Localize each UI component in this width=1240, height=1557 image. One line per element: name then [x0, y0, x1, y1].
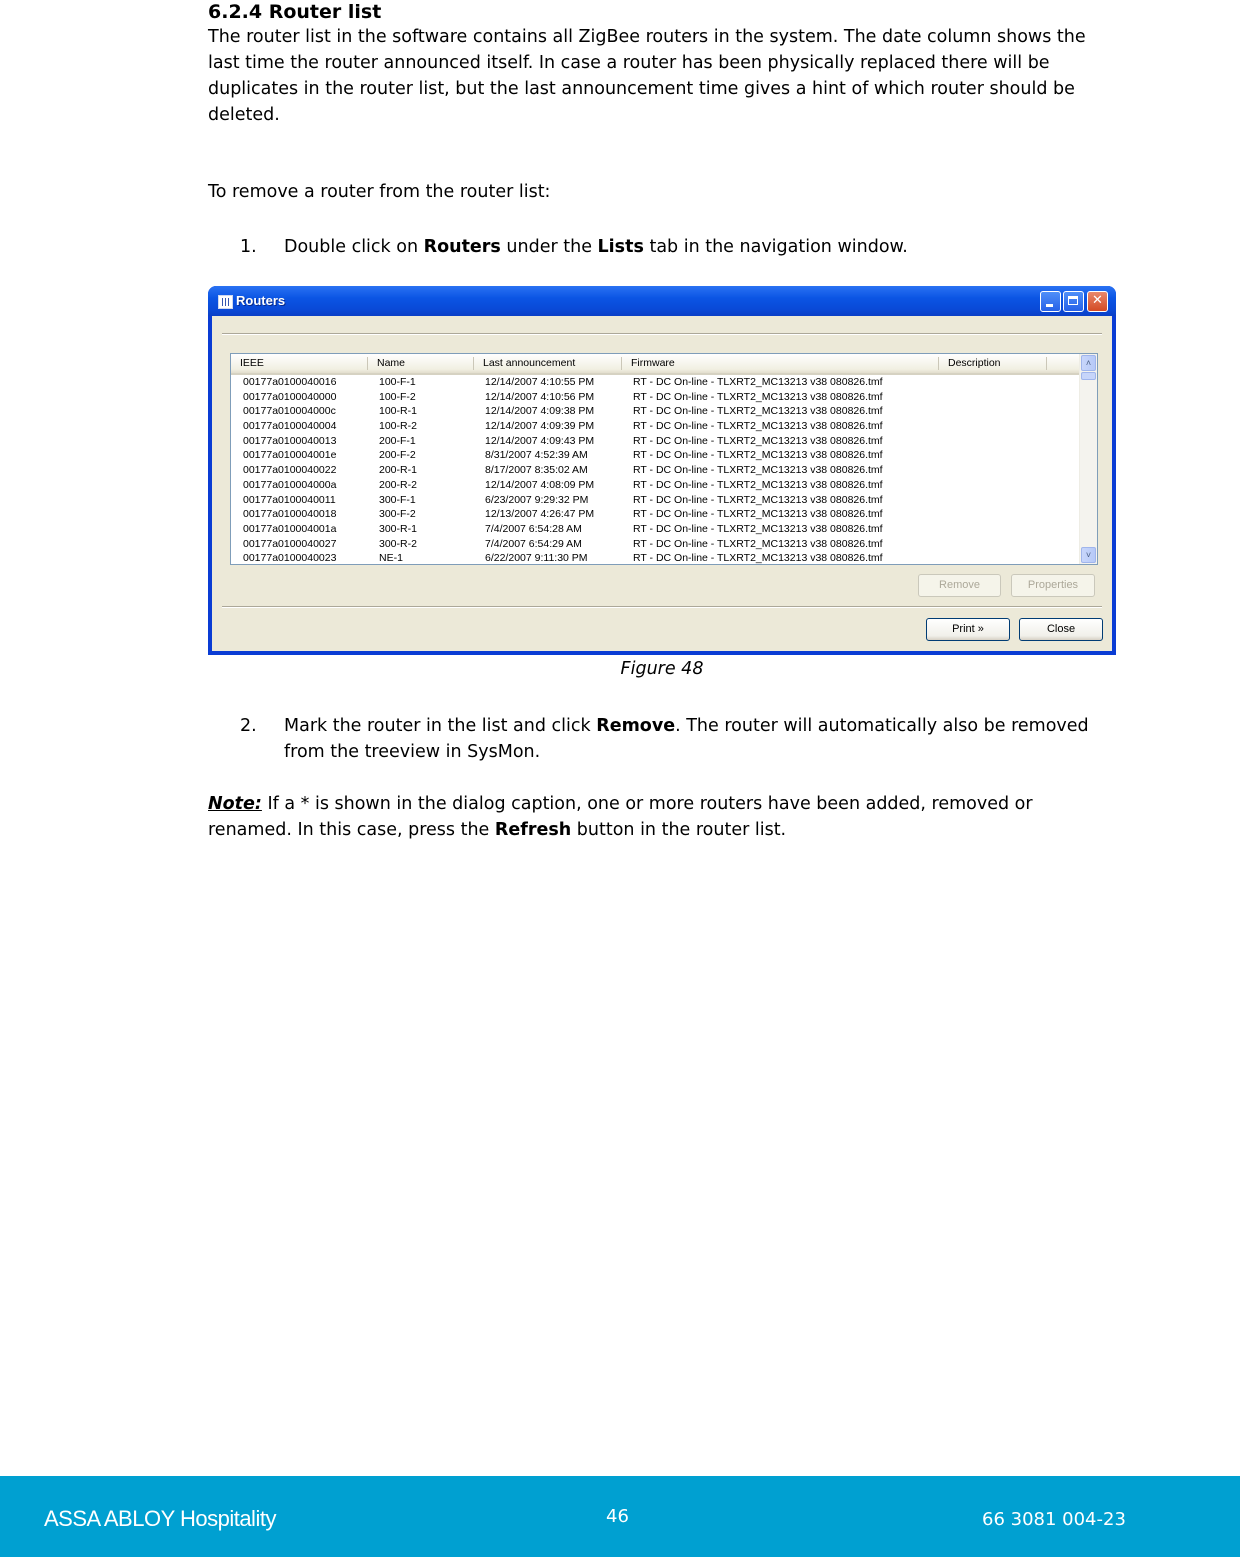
table-cell: RT - DC On-line - TLXRT2_MC13213 v38 080826.tmf: [633, 376, 883, 388]
table-cell: 7/4/2007 6:54:28 AM: [485, 522, 582, 535]
separator: [222, 333, 1102, 335]
table-row[interactable]: [231, 390, 1079, 405]
intro-paragraph: The router list in the software contains all ZigBee routers in the system. The date column shows the last time the router announced itself. In case a router has been physically replaced there will be duplicates in the router list, but the last announcement time gives a hint of which router should be deleted.: [208, 27, 1086, 125]
table-cell: RT - DC On-line - TLXRT2_MC13213 v38 080826.tmf: [633, 478, 883, 491]
table-cell: RT - DC On-line - TLXRT2_MC13213 v38 080826.tmf: [633, 537, 883, 550]
table-row[interactable]: [231, 478, 1079, 493]
step-text: Double click on Routers under the Lists tab in the navigation window.: [284, 237, 908, 257]
close-button[interactable]: Close: [1019, 618, 1103, 641]
column-header-name[interactable]: Name: [368, 354, 474, 373]
table-cell: 12/14/2007 4:09:38 PM: [485, 405, 595, 418]
table-cell: 12/14/2007 4:09:39 PM: [485, 420, 595, 433]
figure-caption: Figure 48: [620, 659, 704, 679]
table-cell: RT - DC On-line - TLXRT2_MC13213 v38 080826.tmf: [633, 464, 883, 477]
column-header-last-announcement[interactable]: Last announcement: [474, 354, 622, 373]
routers-window-screenshot: [208, 286, 1116, 655]
maximize-button[interactable]: [1063, 291, 1084, 312]
table-row[interactable]: [231, 551, 1079, 565]
table-cell: 00177a010004000c: [243, 405, 336, 418]
table-row[interactable]: [231, 463, 1079, 478]
table-cell: 8/17/2007 8:35:02 AM: [485, 464, 588, 477]
note-label: Note:: [208, 794, 262, 814]
table-cell: 300-F-2: [379, 508, 416, 521]
table-cell: RT - DC On-line - TLXRT2_MC13213 v38 080826.tmf: [633, 508, 883, 521]
table-row[interactable]: [231, 375, 1079, 390]
table-cell: RT - DC On-line - TLXRT2_MC13213 v38 080826.tmf: [633, 493, 883, 506]
table-cell: 00177a0100040011: [243, 493, 336, 506]
table-row[interactable]: [231, 434, 1079, 449]
table-row[interactable]: [231, 448, 1079, 463]
column-header-description[interactable]: Description: [939, 354, 1047, 373]
page-footer: [0, 1476, 1240, 1557]
table-row[interactable]: [231, 404, 1079, 419]
table-cell: 300-R-2: [379, 537, 417, 550]
step-number: 2.: [240, 716, 257, 736]
column-header-firmware[interactable]: Firmware: [622, 354, 939, 373]
table-cell: 300-R-1: [379, 522, 417, 535]
table-cell: 00177a0100040016: [243, 376, 337, 388]
table-cell: 00177a0100040023: [243, 552, 337, 565]
table-cell: 12/13/2007 4:26:47 PM: [485, 508, 595, 521]
table-cell: 00177a0100040018: [243, 508, 337, 521]
table-cell: 12/14/2007 4:09:43 PM: [485, 434, 595, 447]
table-cell: 300-F-1: [379, 493, 416, 506]
table-cell: RT - DC On-line - TLXRT2_MC13213 v38 080826.tmf: [633, 390, 883, 403]
procedure-intro: To remove a router from the router list:: [208, 182, 551, 202]
window-client-area: [212, 316, 1112, 651]
table-cell: RT - DC On-line - TLXRT2_MC13213 v38 080826.tmf: [633, 552, 883, 565]
table-cell: 00177a0100040022: [243, 464, 337, 477]
window-titlebar[interactable]: [208, 286, 1116, 316]
scroll-up-icon[interactable]: ˄: [1081, 355, 1096, 371]
table-cell: 12/14/2007 4:10:56 PM: [485, 390, 595, 403]
properties-button[interactable]: Properties: [1011, 574, 1095, 597]
window-title: Routers: [236, 293, 286, 308]
table-cell: 7/4/2007 6:54:29 AM: [485, 537, 582, 550]
step-text: Mark the router in the list and click Remove. The router will automatically also be removed from the treeview in SysMon.: [284, 716, 1089, 762]
table-cell: 100-R-1: [379, 405, 417, 418]
table-cell: 12/14/2007 4:10:55 PM: [485, 376, 595, 388]
separator: [222, 606, 1102, 608]
table-cell: 100-F-1: [379, 376, 416, 388]
minimize-button[interactable]: [1040, 291, 1061, 312]
scroll-thumb[interactable]: [1081, 372, 1096, 380]
table-cell: 00177a0100040004: [243, 420, 337, 433]
table-cell: 200-R-1: [379, 464, 417, 477]
table-cell: 200-R-2: [379, 478, 417, 491]
table-cell: 100-F-2: [379, 390, 416, 403]
table-cell: RT - DC On-line - TLXRT2_MC13213 v38 080826.tmf: [633, 420, 883, 433]
remove-button[interactable]: Remove: [918, 574, 1001, 597]
list-body: [231, 375, 1079, 565]
table-cell: RT - DC On-line - TLXRT2_MC13213 v38 080826.tmf: [633, 522, 883, 535]
section-heading: 6.2.4 Router list: [208, 1, 382, 23]
table-cell: 00177a010004001a: [243, 522, 337, 535]
table-cell: 00177a0100040027: [243, 537, 337, 550]
table-cell: RT - DC On-line - TLXRT2_MC13213 v38 080826.tmf: [633, 434, 883, 447]
table-cell: 00177a010004001e: [243, 449, 337, 462]
table-cell: 00177a0100040000: [243, 390, 337, 403]
footer-brand: ASSA ABLOY Hospitality: [44, 1506, 276, 1531]
step-number: 1.: [240, 237, 257, 257]
table-row[interactable]: [231, 507, 1079, 522]
table-cell: 100-R-2: [379, 420, 417, 433]
note-paragraph: Note: If a * is shown in the dialog caption, one or more routers have been added, removed or renamed. In this case, press the Refresh button in the router list.: [208, 794, 1033, 840]
scroll-down-icon[interactable]: ˅: [1081, 547, 1096, 563]
vertical-scrollbar[interactable]: [1079, 354, 1097, 564]
close-window-button[interactable]: [1087, 291, 1108, 312]
document-number: 66 3081 004-23: [982, 1509, 1126, 1530]
table-cell: RT - DC On-line - TLXRT2_MC13213 v38 080826.tmf: [633, 449, 883, 462]
table-row[interactable]: [231, 522, 1079, 537]
table-row[interactable]: [231, 537, 1079, 552]
print-button[interactable]: Print »: [926, 618, 1010, 641]
table-row[interactable]: [231, 419, 1079, 434]
table-cell: 12/14/2007 4:08:09 PM: [485, 478, 595, 491]
column-header-ieee[interactable]: IEEE: [231, 354, 368, 373]
list-header: [231, 354, 1079, 375]
table-cell: 00177a0100040013: [243, 434, 337, 447]
router-list[interactable]: [230, 353, 1098, 565]
table-cell: RT - DC On-line - TLXRT2_MC13213 v38 080826.tmf: [633, 405, 883, 418]
table-cell: 200-F-2: [379, 449, 416, 462]
table-cell: 6/22/2007 9:11:30 PM: [485, 552, 588, 565]
table-cell: NE-1: [379, 552, 403, 565]
table-cell: 6/23/2007 9:29:32 PM: [485, 493, 589, 506]
table-cell: 200-F-1: [379, 434, 416, 447]
page-number: 46: [606, 1506, 629, 1527]
list-window-icon: [218, 295, 233, 309]
table-cell: 8/31/2007 4:52:39 AM: [485, 449, 588, 462]
table-cell: 00177a010004000a: [243, 478, 337, 491]
table-row[interactable]: [231, 493, 1079, 508]
